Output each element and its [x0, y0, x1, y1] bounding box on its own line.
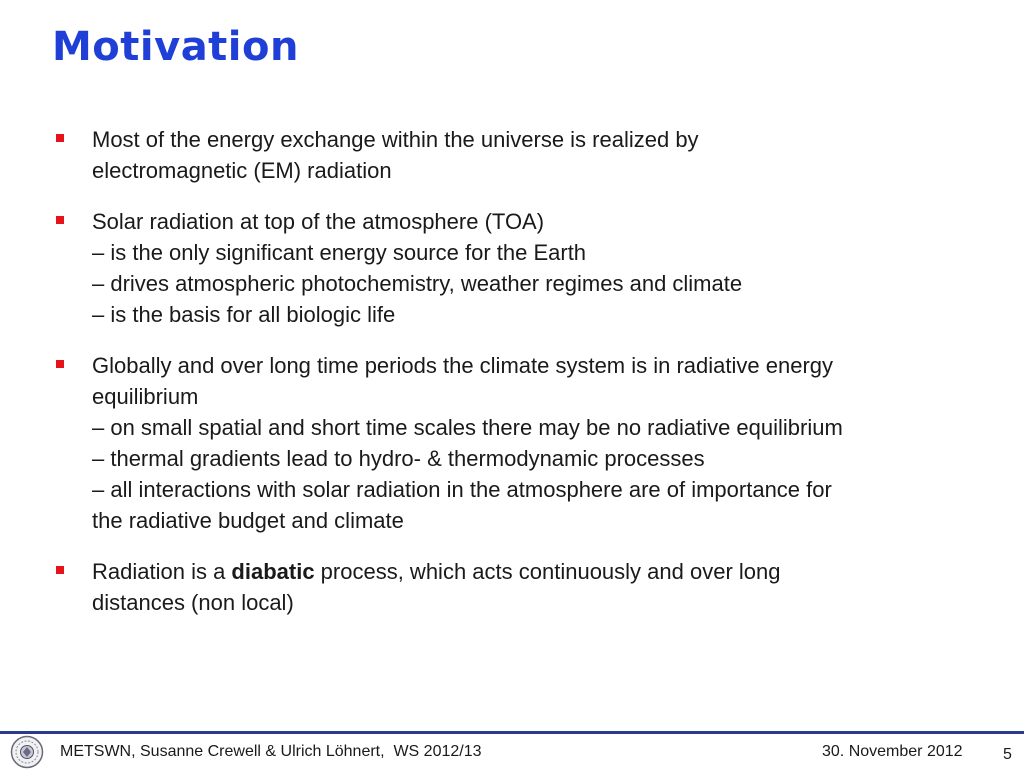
bullet-line: [92, 556, 986, 587]
bullet-text: Radiation is a: [92, 559, 232, 584]
bullet-subline: – is the only significant energy source for the Earth: [92, 240, 587, 265]
bullet-square-icon: [56, 134, 64, 142]
bullet-item: [56, 206, 986, 330]
bullet-square-icon: [56, 566, 64, 574]
bullet-subline: – drives atmospheric photochemistry, weather regimes and climate: [92, 271, 743, 296]
bullet-line: Solar radiation at top of the atmosphere (TOA): [92, 209, 545, 234]
bullet-subline: – thermal gradients lead to hydro- & thermodynamic processes: [92, 446, 705, 471]
bullet-item: [56, 556, 986, 618]
bullet-line: equilibrium: [92, 384, 199, 409]
bullet-line: electromagnetic (EM) radiation: [92, 158, 392, 183]
bullet-list: [56, 124, 986, 638]
footer-divider: [0, 731, 1024, 734]
bullet-line: distances (non local): [92, 590, 294, 615]
bullet-subline: the radiative budget and climate: [92, 508, 404, 533]
footer-course-info: METSWN, Susanne Crewell & Ulrich Löhnert, WS 2012/13: [60, 743, 482, 760]
university-seal-icon: [10, 735, 44, 769]
bullet-square-icon: [56, 216, 64, 224]
bullet-line: Most of the energy exchange within the universe is realized by: [92, 127, 699, 152]
footer-date: 30. November 2012: [822, 743, 963, 760]
bullet-text: process, which acts continuously and over long: [314, 559, 781, 584]
bullet-square-icon: [56, 360, 64, 368]
bullet-item: [56, 124, 986, 186]
bullet-subline: – is the basis for all biologic life: [92, 302, 396, 327]
bullet-subline: – all interactions with solar radiation in the atmosphere are of importance for: [92, 477, 832, 502]
page-number: 5: [1003, 746, 1012, 763]
bullet-subline: – on small spatial and short time scales there may be no radiative equilibrium: [92, 415, 843, 440]
bullet-line: Globally and over long time periods the climate system is in radiative energy: [92, 353, 834, 378]
bold-term: diabatic: [231, 559, 315, 584]
slide-title: Motivation: [52, 24, 299, 70]
bullet-item: [56, 350, 986, 536]
